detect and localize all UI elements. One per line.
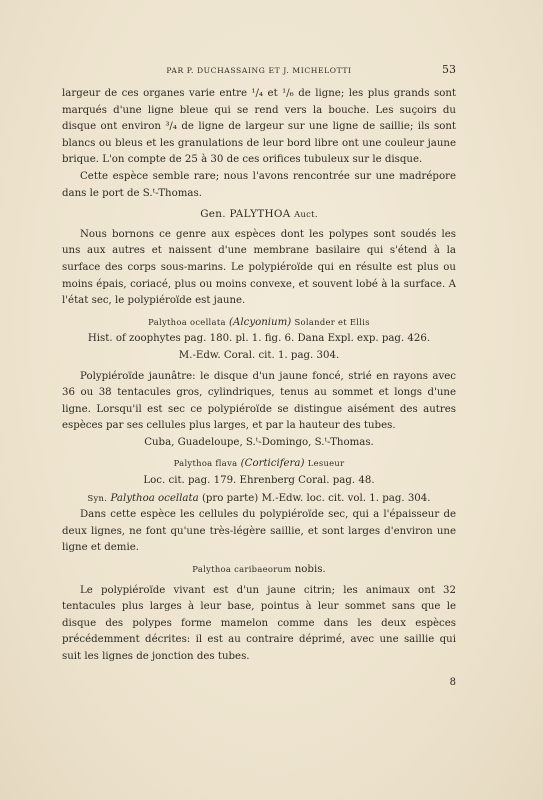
species-name: Palythoa flava xyxy=(173,458,238,469)
paragraph-ocellata-description: Polypiéroïde jaunâtre: le disque d'un jaune foncé, strié en rayons avec 36 ou 38 tentacules gros, cylindriques, tenus au sommet et longs d'une ligne. Lorsqu'il est sec ce polypiéroïde se distingue aisément des autres espèces par ses cellules plus larges, et par la hauteur des tubes. xyxy=(62,370,456,432)
species-heading-caribaeorum xyxy=(62,561,456,579)
species-name: Palythoa caribaeorum xyxy=(192,564,292,575)
paragraph-caribaeorum-description: Le polypiéroïde vivant est d'un jaune citrin; les animaux ont 32 tentacules plus larges à leur base, pointus à leur sommet sans que le disque des polypes forme mamelon comme dans les deux espèces précédemment décrites: il est au contraire déprimé, avec une saillie qui suit les lignes de jonction des tubes. xyxy=(62,584,456,662)
running-title: PAR P. DUCHASSAING ET J. MICHELOTTI xyxy=(166,66,352,75)
species-original-genus: (Alcyonium) xyxy=(229,316,292,328)
genus-heading xyxy=(62,206,456,223)
synonym-reference: (pro parte) M.-Edw. loc. cit. vol. 1. pag. 304. xyxy=(201,492,431,504)
signature-mark: 8 xyxy=(449,677,456,688)
locality-list: Cuba, Guadeloupe, S.ᵗ-Domingo, S.ᵗ-Thomas. xyxy=(144,436,374,448)
species-reference: Loc. cit. pag. 179. Ehrenberg Coral. pag. 48. xyxy=(143,475,375,487)
genus-author: Auct. xyxy=(294,209,318,220)
synonym-name: Palythoa ocellata xyxy=(110,492,199,504)
species-reference: Hist. of zoophytes pag. 180. pl. 1. fig. 6. Dana Expl. exp. pag. 426. xyxy=(87,333,431,345)
genus-name: PALYTHOA xyxy=(229,208,291,221)
paragraph-continued: largeur de ces organes varie entre ¹/₄ et ¹/₆ de ligne; les plus grands sont marqués d'une ligne bleue qui se rend vers la bouche. Les suçoirs du disque ont environ ³/₄ de ligne de largeur sur une ligne de saillie; ils sont blancs ou bleus et les granulations de leur bord libre ont une couleur jaune brique. L'on compte de 25 à 30 de ces orifices tubuleux sur le disque. xyxy=(62,88,456,166)
paragraph-genus-description: Nous bornons ce genre aux espèces dont les polypes sont soudés les uns aux autres et naissent d'une membrane basilaire qui s'étend à la surface des corps sous-marins. Le polypiéroïde qui en résulte est plus ou moins épais, coriacé, plus ou moins convexe, et souvent lobé à la surface. A l'état sec, le polypiéroïde est jaune. xyxy=(62,228,456,307)
text-column xyxy=(62,86,456,666)
paragraph-rarity: Cette espèce semble rare; nous l'avons rencontrée sur une madrépore dans le port de S.ᵗ-Thomas. xyxy=(62,170,456,199)
species-heading-ocellata xyxy=(62,314,456,332)
running-header xyxy=(62,63,456,79)
genus-prefix: Gen. xyxy=(200,208,226,221)
synonym-label: Syn. xyxy=(87,492,108,503)
paragraph-flava-description: Dans cette espèce les cellules du polypiéroïde sec, qui a l'épaisseur de deux lignes, ne font qu'une très-légère saillie, et sont larges d'environ une ligne et demie. xyxy=(62,509,456,554)
species-heading-flava xyxy=(62,455,456,473)
species-name: Palythoa ocellata xyxy=(148,316,226,327)
species-reference: M.-Edw. Coral. cit. 1. pag. 304. xyxy=(178,349,340,361)
page-number: 53 xyxy=(442,63,456,76)
species-author: nobis. xyxy=(294,564,326,576)
species-original-genus: (Corticifera) xyxy=(240,458,305,470)
synonym-line xyxy=(62,490,456,508)
species-author: Lesueur xyxy=(307,458,345,469)
species-author: Solander et Ellis xyxy=(294,316,370,327)
